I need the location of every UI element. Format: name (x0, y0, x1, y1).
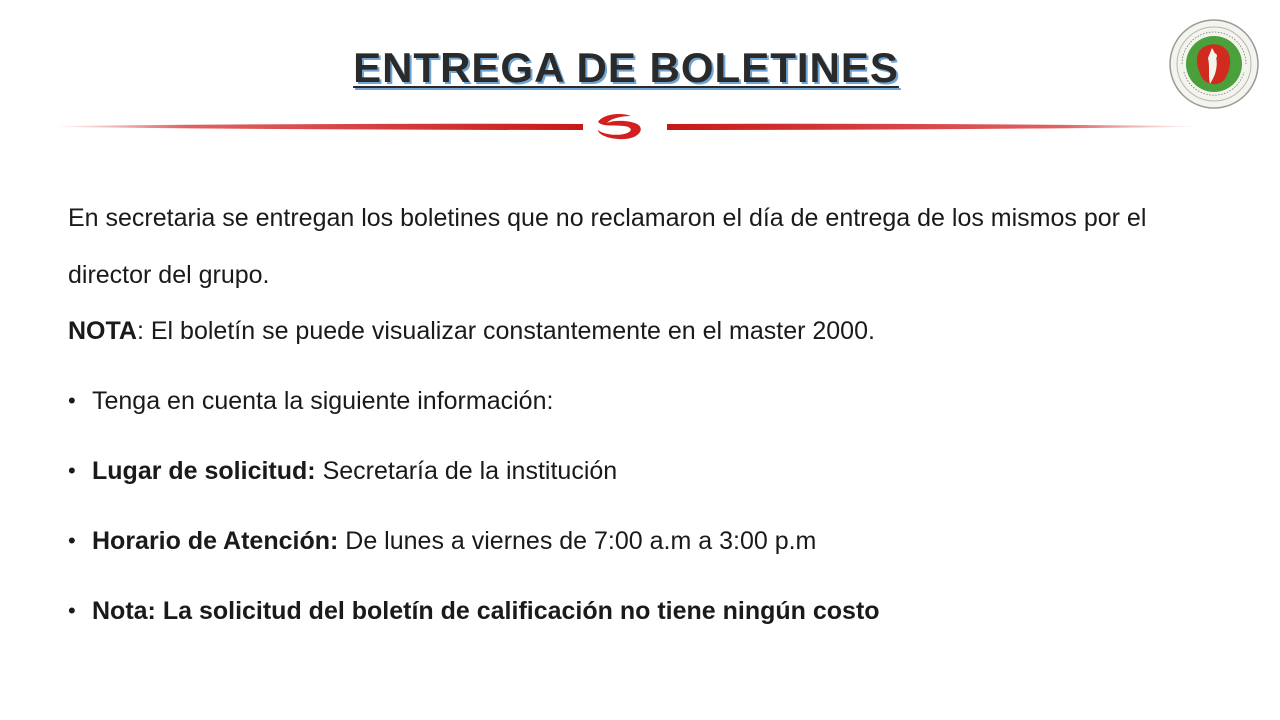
slide-body (68, 190, 1228, 666)
intro-paragraph: En secretaria se entregan los boletines que no reclamaron el día de entrega de los mismos por el director del grupo. (68, 204, 1147, 289)
note-line (68, 316, 1228, 346)
list-item-bold: Horario de Atención: (92, 527, 339, 555)
page-title: ENTREGA DE BOLETINES (353, 44, 899, 91)
list-item (68, 386, 1228, 416)
list-item-text: Secretaría de la institución (315, 457, 618, 485)
list-item-text: De lunes a viernes de 7:00 a.m a 3:00 p.m (338, 527, 817, 555)
list-item-text: Tenga en cuenta la siguiente información: (92, 387, 554, 415)
ornamental-divider-icon (55, 110, 1195, 146)
bullet-icon: • (68, 598, 76, 623)
list-item (68, 526, 1228, 556)
note-label: NOTA (68, 317, 137, 345)
info-list (68, 386, 1228, 626)
note-separator: : (136, 317, 144, 345)
bullet-icon: • (68, 388, 76, 413)
list-item (68, 456, 1228, 486)
institution-seal-icon (1168, 18, 1260, 110)
list-item-bold: Lugar de solicitud: (92, 457, 316, 485)
list-item (68, 596, 1228, 626)
bullet-icon: • (68, 528, 76, 553)
list-item-bold: Nota: La solicitud del boletín de calificación no tiene ningún costo (92, 597, 880, 625)
bullet-icon: • (68, 458, 76, 483)
note-text: El boletín se puede visualizar constantemente en el master 2000. (143, 317, 875, 345)
